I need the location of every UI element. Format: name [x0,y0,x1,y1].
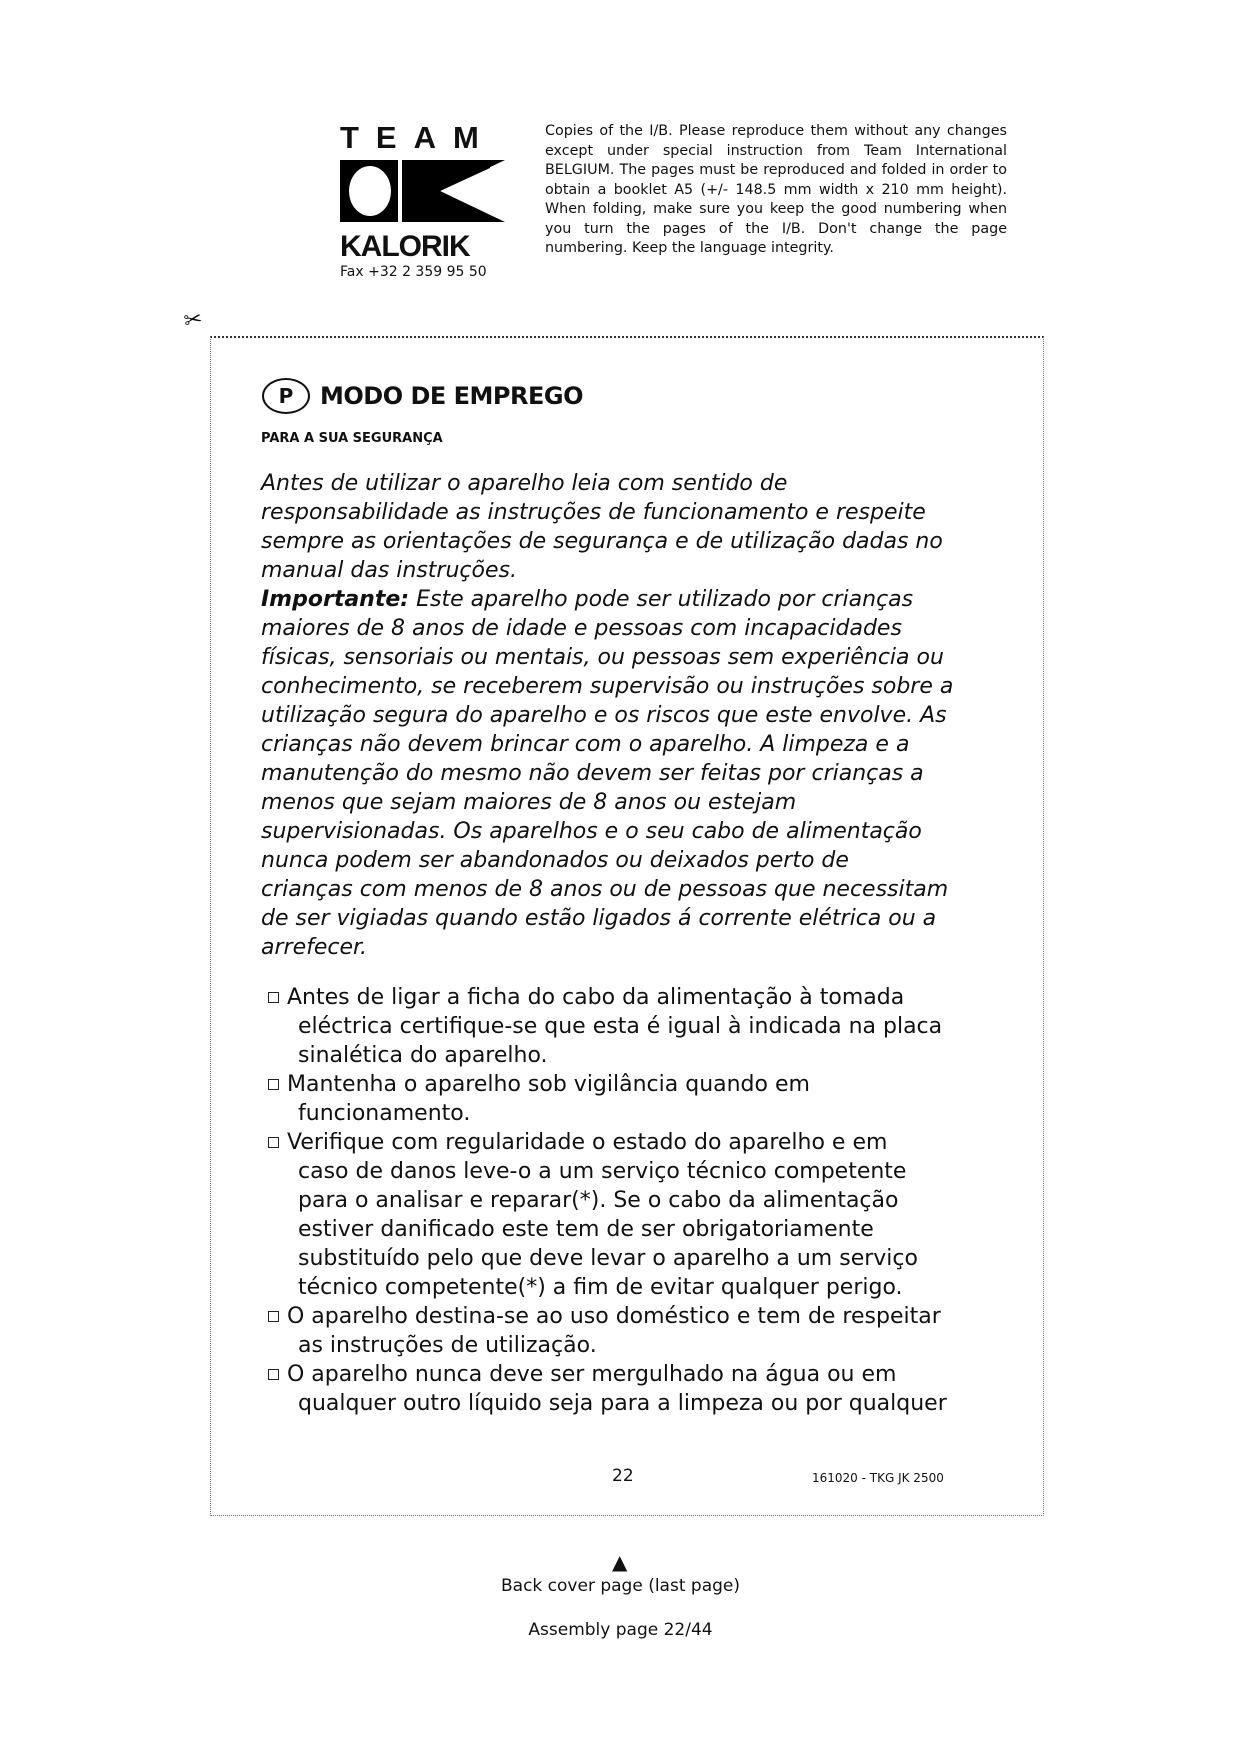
bullet-line [268,1157,947,1186]
bullet-text: Mantenha o aparelho sob vigilância quando em [287,1072,810,1097]
important-label: Importante: [261,587,410,612]
back-cover-label: Back cover page (last page) [501,1576,740,1596]
text-line: nunca podem ser abandonados ou deixados perto de [261,848,849,873]
bullet-item [268,1360,947,1418]
text-line [261,585,953,614]
bullet-item [268,1302,947,1360]
bullet-text: qualquer outro líquido seja para a limpeza ou por qualquer [298,1391,947,1416]
bullet-text: O aparelho nunca deve ser mergulhado na água ou em [287,1362,897,1387]
bullet-text: eléctrica certifique-se que esta é igual à indicada na placa [298,1014,943,1039]
kalorik-logo [340,122,506,264]
bullet-line [268,1186,947,1215]
checkbox-bullet-icon [268,1137,279,1148]
bullet-item [268,1070,947,1128]
bullet-line [268,1273,947,1302]
checkbox-bullet-icon [268,1311,279,1322]
logo-team-text: TEAM [340,120,496,155]
bullet-text: Antes de ligar a ficha do cabo da alimentação à tomada [287,985,905,1010]
assembly-page-label: Assembly page 22/44 [528,1620,713,1640]
text-line: manual das instruções. [261,558,517,583]
text-line: maiores de 8 anos de idade e pessoas com incapacidades [261,616,902,641]
text-line: Antes de utilizar o aparelho leia com sentido de [261,471,788,496]
checkbox-bullet-icon [268,992,279,1003]
bullet-line [268,1012,947,1041]
page-number: 22 [612,1466,634,1486]
bullet-line [268,983,947,1012]
bullet-line [268,1215,947,1244]
checkbox-bullet-icon [268,1079,279,1090]
safety-bullet-list [268,983,947,1418]
page-title: MODO DE EMPREGO [320,382,583,410]
text-line: manutenção do mesmo não devem ser feitas por crianças a [261,761,924,786]
bullet-text: caso de danos leve-o a um serviço técnico competente [298,1159,907,1184]
text-line: crianças com menos de 8 anos ou de pessoas que necessitam [261,877,949,902]
text-line: físicas, sensoriais ou mentais, ou pessoas sem experiência ou [261,645,944,670]
bullet-line [268,1389,947,1418]
bullet-text: Verifique com regularidade o estado do aparelho e em [287,1130,888,1155]
kalorik-k-icon [340,160,505,222]
text-line: utilização segura do aparelho e os riscos que este envolve. As [261,703,947,728]
section-subtitle: PARA A SUA SEGURANÇA [261,431,443,446]
bullet-item [268,983,947,1070]
text-line: conhecimento, se receberem supervisão ou instruções sobre a [261,674,954,699]
bullet-line [268,1244,947,1273]
bullet-line [268,1302,947,1331]
bullet-item [268,1128,947,1302]
bullet-text: estiver danificado este tem de ser obrigatoriamente [298,1217,874,1242]
scissors-icon: ✂ [181,306,205,335]
bullet-line [268,1041,947,1070]
bullet-text: O aparelho destina-se ao uso doméstico e tem de respeitar [287,1304,941,1329]
fax-number: Fax +32 2 359 95 50 [340,264,487,280]
bullet-text: funcionamento. [298,1101,471,1126]
safety-paragraph [261,469,953,962]
reproduction-instructions: Copies of the I/B. Please reproduce them without any changes except under special instruction from Team International BELGIUM. The pages must be reproduced and folded in order to obtain a booklet A5 (+/- 148.5 mm width x 210 mm height). When folding, make sure you keep the good numbering when you turn the pages of the I/B. Don't change the page numbering. Keep the language integrity. [545,123,1007,256]
bullet-text: as instruções de utilização. [298,1333,597,1358]
text-line: menos que sejam maiores de 8 anos ou estejam [261,790,797,815]
bullet-text: técnico competente(*) a fim de evitar qualquer perigo. [298,1275,903,1300]
text-line: supervisionadas. Os aparelhos e o seu cabo de alimentação [261,819,922,844]
language-badge: P [262,378,310,414]
checkbox-bullet-icon [268,1369,279,1380]
bullet-line [268,1128,947,1157]
bullet-line [268,1331,947,1360]
text-line: crianças não devem brincar com o aparelho. A limpeza e a [261,732,910,757]
logo-kalorik-text: KALORIK [340,230,470,263]
arrow-up-icon: ▲ [612,1550,628,1574]
text-line: arrefecer. [261,935,368,960]
page-heading [262,378,583,414]
text-line: responsabilidade as instruções de funcionamento e respeite [261,500,926,525]
text-span: Este aparelho pode ser utilizado por crianças [409,587,914,612]
bullet-text: para o analisar e reparar(*). Se o cabo da alimentação [298,1188,899,1213]
bullet-text: substituído pelo que deve levar o aparelho a um serviço [298,1246,918,1271]
bullet-text: sinalética do aparelho. [298,1043,548,1068]
model-code: 161020 - TKG JK 2500 [812,1471,944,1485]
text-line: de ser vigiadas quando estão ligados á corrente elétrica ou a [261,906,937,931]
bullet-line [268,1360,947,1389]
bullet-line [268,1070,947,1099]
bullet-line [268,1099,947,1128]
text-line: sempre as orientações de segurança e de utilização dadas no [261,529,943,554]
